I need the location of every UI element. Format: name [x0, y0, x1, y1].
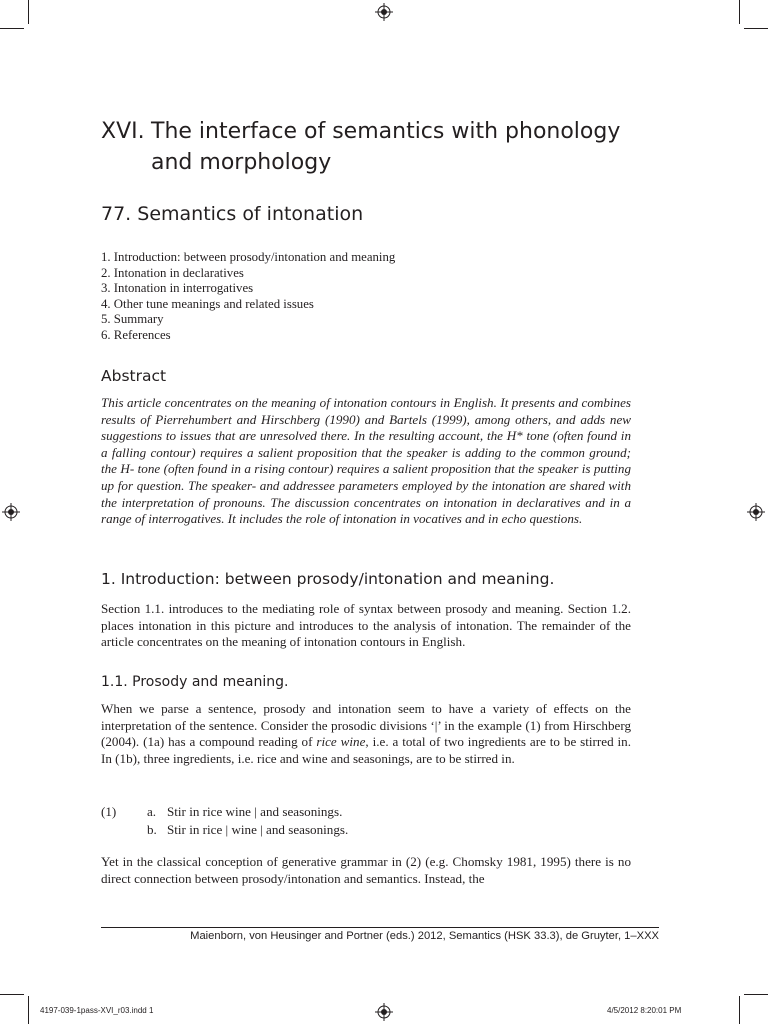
example-letter: a. — [147, 804, 157, 819]
chapter-contents-list — [101, 250, 395, 344]
registration-mark-icon — [747, 503, 765, 521]
example-sentence: Stir in rice | wine | and seasonings. — [167, 821, 349, 837]
example-sentence: Stir in rice wine | and seasonings. — [167, 804, 343, 819]
citation-footer: Maienborn, von Heusinger and Portner (eds.) 2012, Semantics (HSK 33.3), de Gruyter, 1–XXX — [190, 930, 659, 942]
contents-item: 1. Introduction: between prosody/intonation and meaning — [101, 250, 396, 264]
contents-item: 5. Summary — [101, 312, 164, 327]
crop-mark-bottom-right-horizontal — [744, 994, 768, 995]
section-1-1-paragraph — [101, 701, 631, 767]
slug-datetime: 4/5/2012 8:20:01 PM — [607, 1006, 682, 1015]
crop-mark-top-left-vertical — [28, 0, 29, 24]
contents-item: 4. Other tune meanings and related issues — [101, 296, 314, 311]
section-1-1-heading: 1.1. Prosody and meaning. — [101, 674, 289, 690]
registration-mark-icon — [2, 503, 20, 521]
abstract-text: This article concentrates on the meaning of intonation contours in English. It presents and combines results of Pierrehumbert and Hirschberg (1990) and Bartels (1999), among others, and adds new suggestions to issues that are unresolved there. In the resulting account, the H* tone (often found in a falling contour) requires a salient proposition that the speaker is adding to the common ground; the H- tone (often found in a rising contour) requires a salient proposition that the speaker is putting up for question. The speaker- and addressee parameters employed by the intonation are shared with the interpretation of pronouns. The discussion concentrates on intonation in declaratives and in a range of interrogatives. It includes the role of intonation in vocatives and in echo questions. — [101, 395, 631, 527]
crop-mark-top-left-horizontal — [0, 28, 24, 29]
crop-mark-bottom-right-vertical — [739, 996, 740, 1024]
registration-mark-icon — [375, 1003, 393, 1021]
contents-item: 6. References — [101, 327, 171, 342]
linguistic-example — [101, 803, 348, 838]
example-number: (1) — [101, 804, 117, 819]
abstract-heading: Abstract — [101, 367, 167, 385]
italic-term: rice wine — [316, 734, 366, 750]
section-1-heading: 1. Introduction: between prosody/intonation and meaning. — [101, 570, 555, 588]
crop-mark-bottom-left-vertical — [28, 996, 29, 1024]
crop-mark-top-right-vertical — [739, 0, 740, 24]
chapter-title: 77. Semantics of intonation — [101, 203, 364, 225]
part-title-line-1: The interface of semantics with phonology — [151, 119, 621, 144]
contents-item: 3. Intonation in interrogatives — [101, 281, 254, 296]
contents-item: 2. Intonation in declaratives — [101, 265, 244, 280]
section-1-paragraph: Section 1.1. introduces to the mediating role of syntax between prosody and meaning. Section 1.2. places intonation in this picture and introduces to the analysis of intonation. The remainder of the article concentrates on the meaning of intonation contours in English. — [101, 601, 631, 650]
part-numeral: XVI. — [101, 119, 145, 144]
part-title — [101, 116, 681, 178]
crop-mark-bottom-left-horizontal — [0, 994, 24, 995]
paragraph-text: , i.e. a total of two ingredients are to be stirred in. In (1b), three ingredients, i.e. rice and wine and seasonings, are to be stirred in. — [101, 734, 631, 766]
example-letter: b. — [147, 821, 157, 837]
section-1-1-paragraph-2: Yet in the classical conception of generative grammar in (2) (e.g. Chomsky 1981, 1995) there is no direct connection between prosody/intonation and semantics. Instead, the — [101, 854, 631, 886]
example-row-a — [101, 803, 348, 821]
part-title-line-2: and morphology — [151, 150, 332, 175]
crop-mark-top-right-horizontal — [744, 28, 768, 29]
footer-rule — [101, 927, 659, 928]
example-row-b — [101, 821, 348, 839]
slug-filename: 4197-039-1pass-XVI_r03.indd 1 — [40, 1006, 154, 1015]
paragraph-text: When we parse a sentence, prosody and intonation seem to have a variety of effects on the interpretation of the sentence. Consider the prosodic divisions ‘|’ in the example (1) from Hirschberg (2004). (1a) has a compound reading of — [101, 701, 631, 750]
registration-mark-icon — [375, 3, 393, 21]
